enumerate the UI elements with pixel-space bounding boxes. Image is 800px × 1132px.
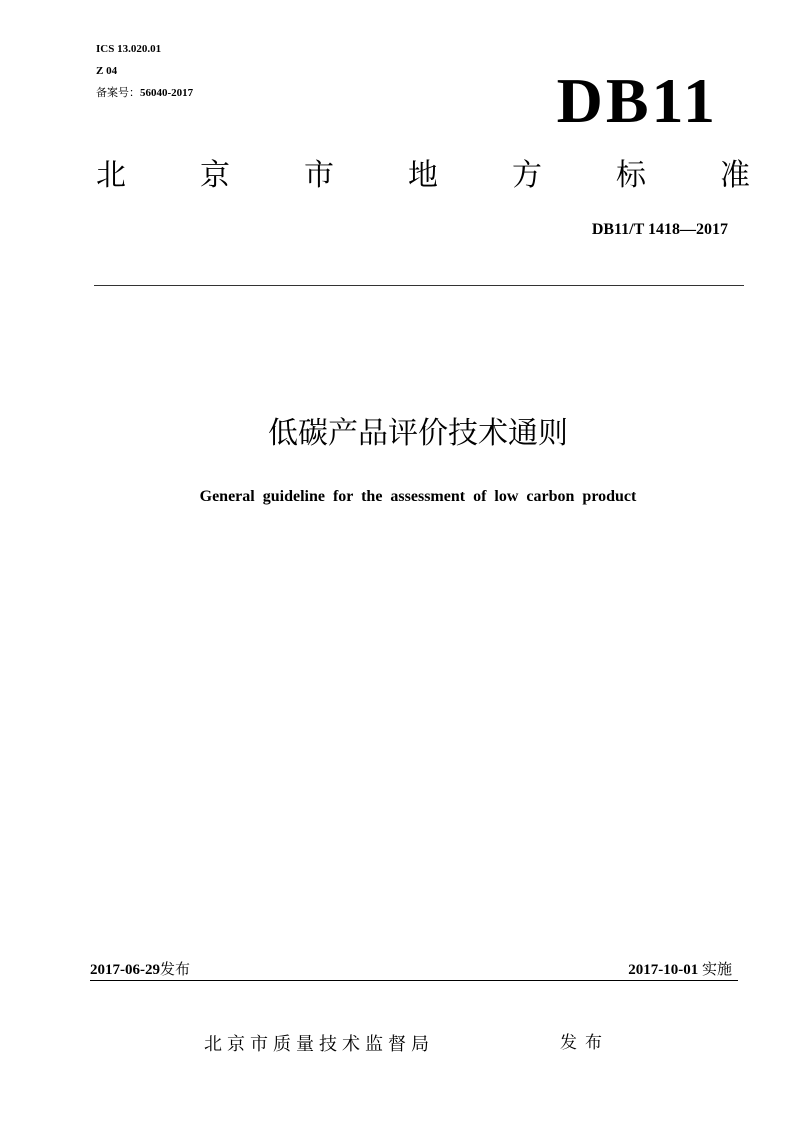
- issue-date-line: [90, 959, 190, 980]
- record-number-label: 备案号：: [96, 86, 140, 99]
- standard-type-char: 市: [304, 158, 334, 193]
- issue-date: 2017-06-29: [90, 962, 160, 978]
- title-english: General guideline for the assessment of low carbon product: [199, 488, 637, 505]
- title-chinese: 低碳产品评价技术通则: [268, 416, 568, 451]
- standard-type-char: 标: [616, 158, 646, 193]
- bottom-divider: [90, 980, 738, 981]
- top-divider: [94, 285, 744, 286]
- standard-number: DB11/T 1418—2017: [591, 221, 728, 238]
- standard-type-char: 方: [512, 158, 542, 193]
- classification-code: Z 04: [96, 65, 118, 77]
- standard-type-heading: [96, 156, 750, 196]
- implementation-date: 2017-10-01: [628, 962, 699, 978]
- standard-type-char: 地: [408, 158, 438, 193]
- implementation-date-line: [628, 959, 732, 980]
- publish-action: 发布: [560, 1033, 610, 1053]
- standard-type-char: 北: [96, 158, 126, 193]
- standard-type-char: 准: [720, 158, 750, 193]
- issue-label: 发布: [160, 960, 191, 978]
- standard-type-char: 京: [200, 158, 230, 193]
- record-number: 56040-2017: [140, 87, 194, 99]
- ics-code: ICS 13.020.01: [96, 43, 162, 55]
- record-number-line: [96, 86, 193, 100]
- publisher-name: 北京市质量技术监督局: [204, 1034, 434, 1055]
- implementation-label: 实施: [701, 960, 732, 978]
- standard-logo: DB11: [556, 65, 718, 136]
